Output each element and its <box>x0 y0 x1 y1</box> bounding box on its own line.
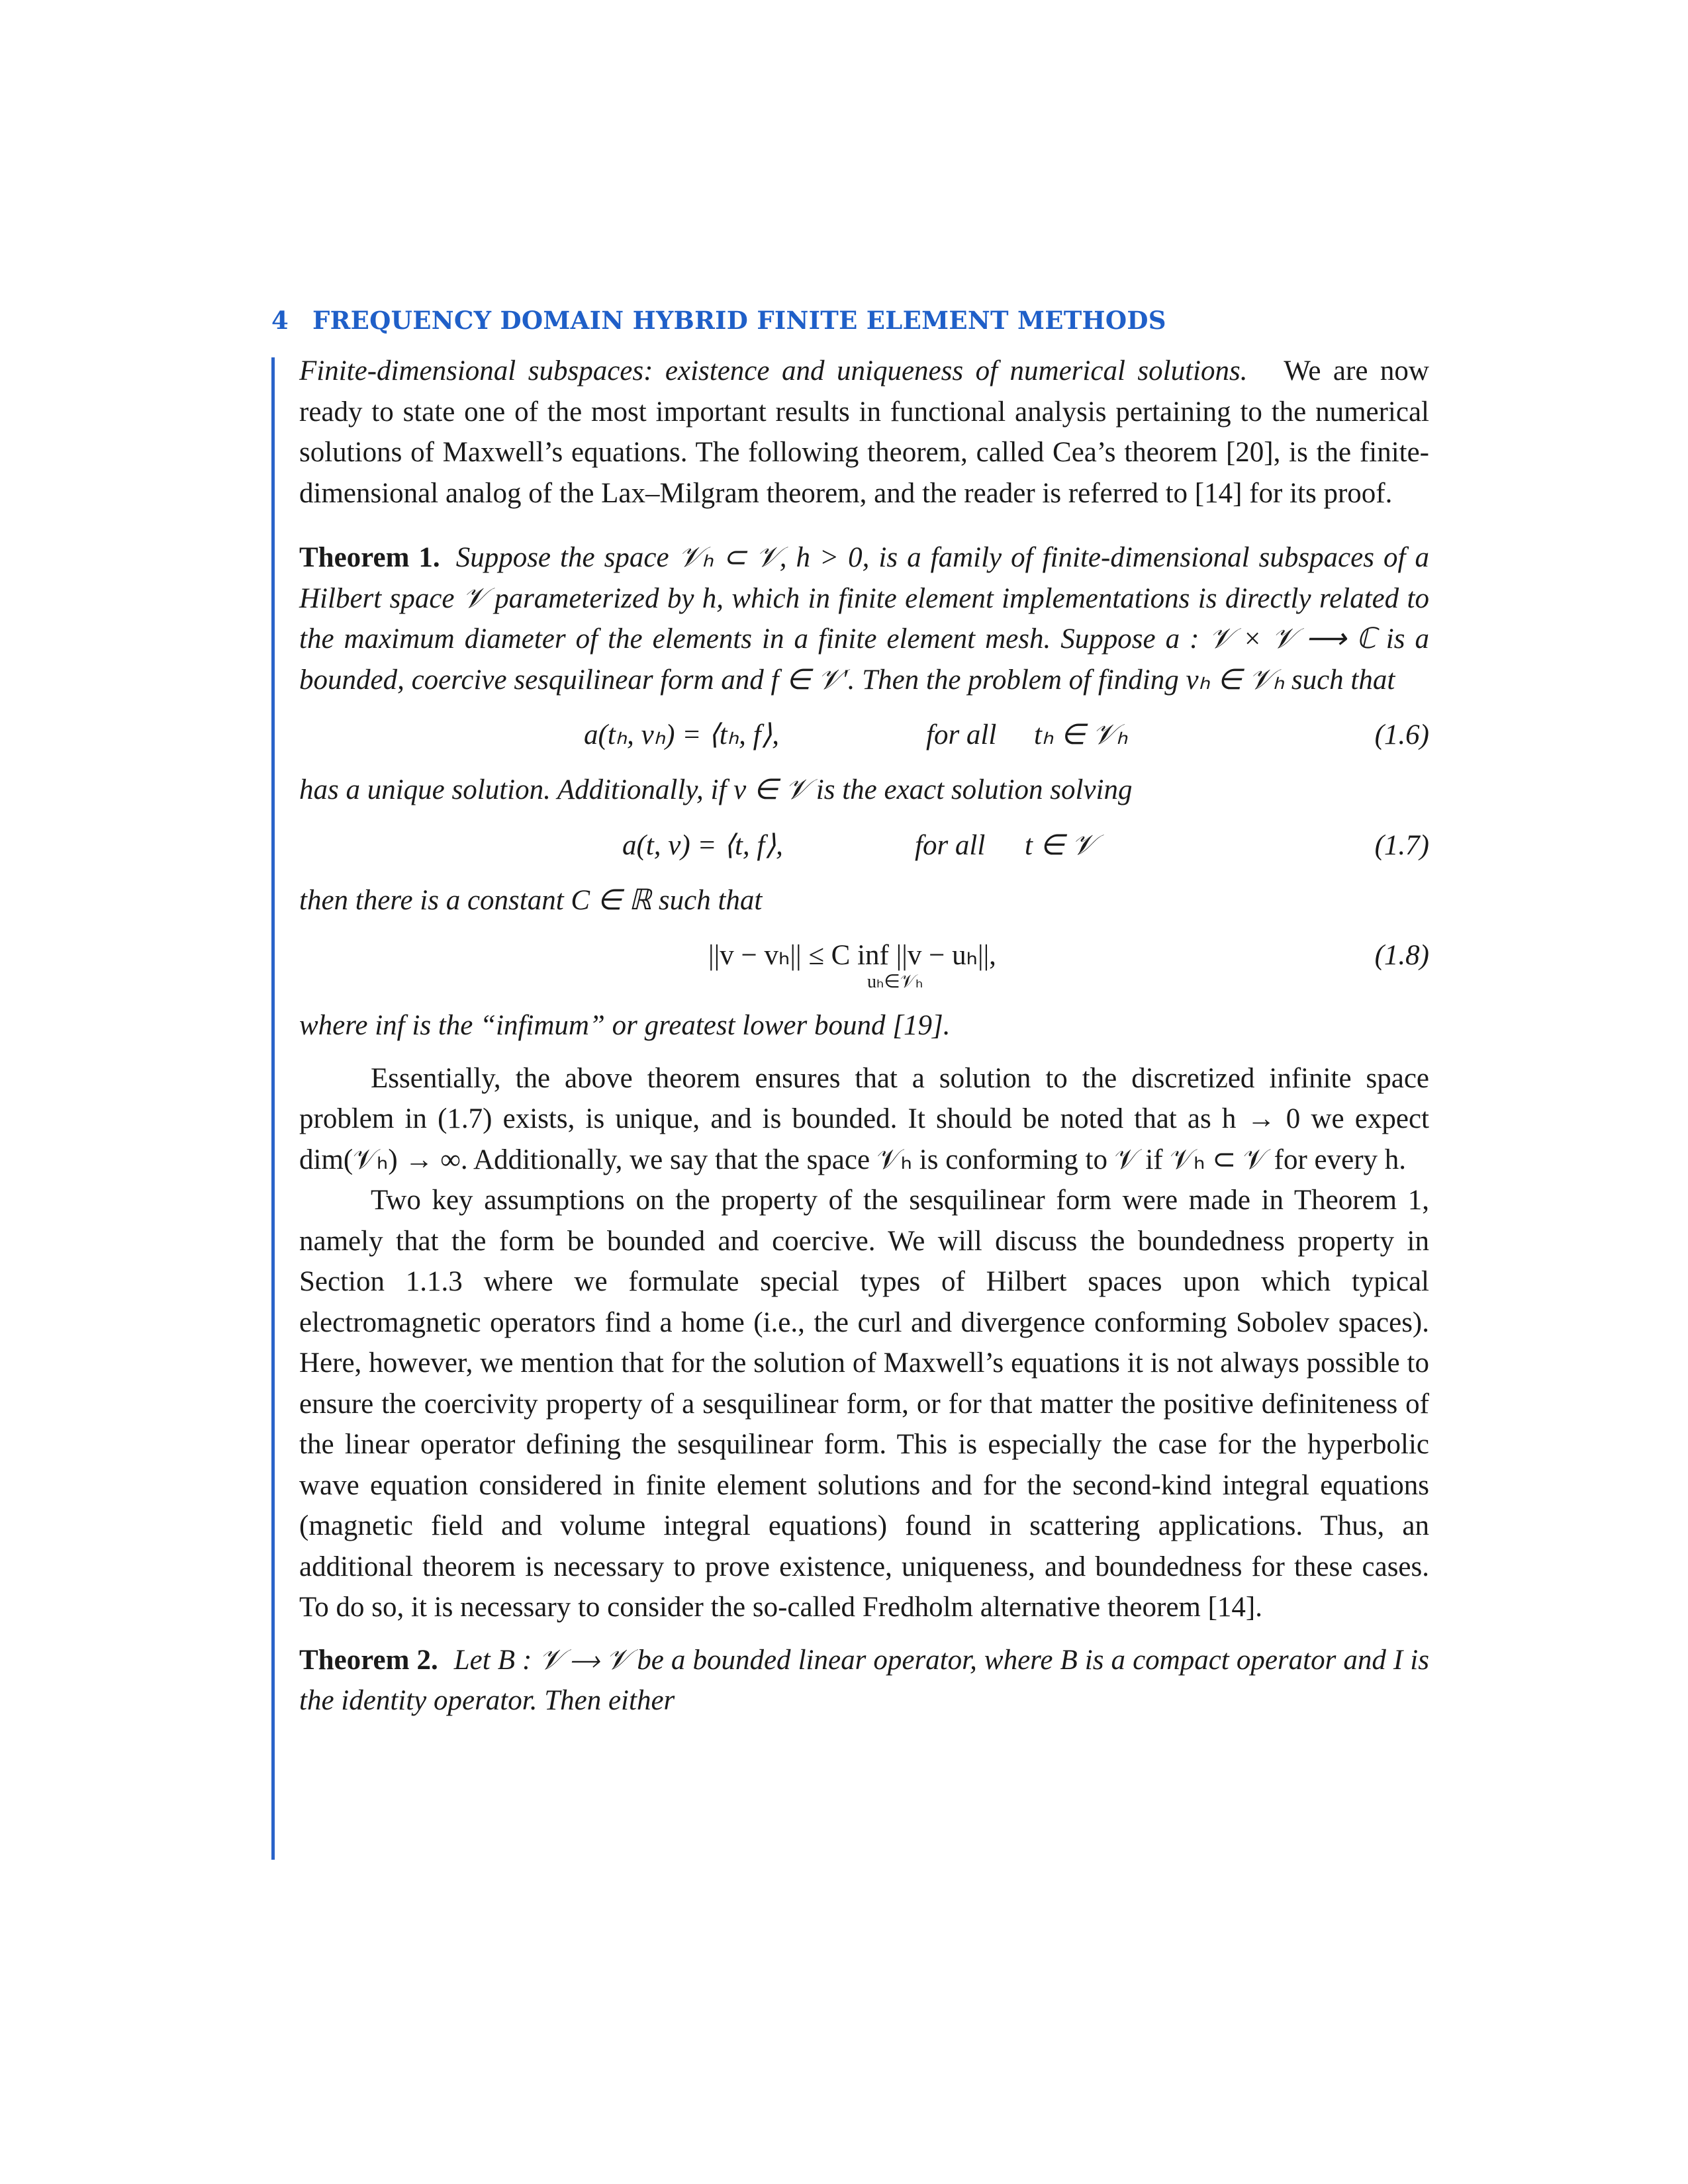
equation-1-6-condition-text: for all <box>926 719 997 751</box>
running-head-title: FREQUENCY DOMAIN HYBRID FINITE ELEMENT METHODS <box>312 306 1166 335</box>
equation-1-7-condition: t ∈ 𝒱 <box>1025 829 1096 861</box>
theorem-1-continued <box>299 770 1429 811</box>
equation-1-6-expression: a(tₕ, vₕ) = ⟨tₕ, f⟩, <box>584 719 780 751</box>
change-bar <box>271 357 275 1860</box>
theorem-1-text-unique: has a unique solution. Additionally, if v ∈ 𝒱 is the exact solution solving <box>299 774 1133 805</box>
theorem-1-label: Theorem 1. <box>299 542 440 573</box>
theorem-1-constant <box>299 880 1429 921</box>
theorem-2-label: Theorem 2. <box>299 1644 438 1676</box>
running-head <box>271 306 1166 335</box>
paragraph-text: We are now ready to state one of the most important results in functional analysis pertaining to the numerical solutions of Maxwell’s equations. The following theorem, called Cea’s theorem [20], is the finite-dimensional analog of the Lax–Milgram theorem, and the reader is referred to [14] for its proof. <box>299 355 1429 509</box>
equation-1-8-expression: ||v − vₕ|| ≤ C inf ||v − uₕ||, <box>708 940 996 971</box>
paragraph-heading: Finite-dimensional subspaces: existence and uniqueness of numerical solutions. <box>299 355 1248 387</box>
paragraph-two-key-assumptions: Two key assumptions on the property of the sesquilinear form were made in Theorem 1, namely that the form be bounded and coercive. We will discuss the boundedness property in Section 1.1.3 where we formulate special types of Hilbert spaces upon which typical electromagnetic operators find a home (i.e., the curl and divergence conforming Sobolev spaces). Here, however, we mention that for the solution of Maxwell’s equations it is not always possible to ensure the coercivity property of a sesquilinear form, or for that matter the positive definiteness of the linear operator defining the sesquilinear form. This is especially the case for the hyperbolic wave equation considered in finite element solutions and for the second-kind integral equations (magnetic field and volume integral equations) found in scattering applications. Thus, an additional theorem is necessary to prove existence, uniqueness, and boundedness for these cases. To do so, it is necessary to consider the so-called Fredholm alternative theorem [14]. <box>299 1185 1429 1623</box>
page-body <box>299 351 1429 1721</box>
equation-1-6-number: (1.6) <box>1374 719 1429 751</box>
equation-1-7-condition-text: for all <box>915 829 986 861</box>
equation-1-8-number: (1.8) <box>1374 940 1429 971</box>
equation-1-6-condition: tₕ ∈ 𝒱ₕ <box>1034 719 1128 751</box>
equation-1-7-number: (1.7) <box>1374 829 1429 861</box>
infimum-note-text: where inf is the “infimum” or greatest lower bound [19]. <box>299 1010 951 1041</box>
page-number: 4 <box>271 306 289 335</box>
paragraph-essentially: Essentially, the above theorem ensures that a solution to the discretized infinite space problem in (1.7) exists, is unique, and is bounded. It should be noted that as h → 0 we expect dim(𝒱ₕ) → ∞. Additionally, we say that the space 𝒱ₕ is conforming to 𝒱 if 𝒱ₕ ⊂ 𝒱 for every h. <box>299 1062 1429 1175</box>
theorem-1 <box>299 537 1429 700</box>
theorem-2-statement: Let B : 𝒱 ⟶ 𝒱 be a bounded linear operator, where B is a compact operator and I is the identity operator. Then either <box>299 1644 1429 1716</box>
theorem-2 <box>299 1640 1429 1721</box>
equation-1-7-expression: a(t, v) = ⟨t, f⟩, <box>622 829 783 861</box>
equation-1-6 <box>299 700 1429 770</box>
theorem-1-infimum-note <box>299 1005 1429 1046</box>
theorem-1-text-constant: then there is a constant C ∈ ℝ such that <box>299 884 763 916</box>
equation-1-8 <box>299 921 1429 1005</box>
equation-1-8-subscript: uₕ∈𝒱ₕ <box>867 972 923 992</box>
paragraph-finite-dimensional <box>299 351 1429 514</box>
equation-1-7 <box>299 811 1429 880</box>
theorem-1-statement: Suppose the space 𝒱ₕ ⊂ 𝒱, h > 0, is a family of finite-dimensional subspaces of a Hilbert space 𝒱 parameterized by h, which in finite element implementations is directly related to the maximum diameter of the elements in a finite element mesh. Suppose a : 𝒱 × 𝒱 ⟶ ℂ is a bounded, coercive sesquilinear form and f ∈ 𝒱′. Then the problem of finding vₕ ∈ 𝒱ₕ such that <box>299 542 1429 696</box>
